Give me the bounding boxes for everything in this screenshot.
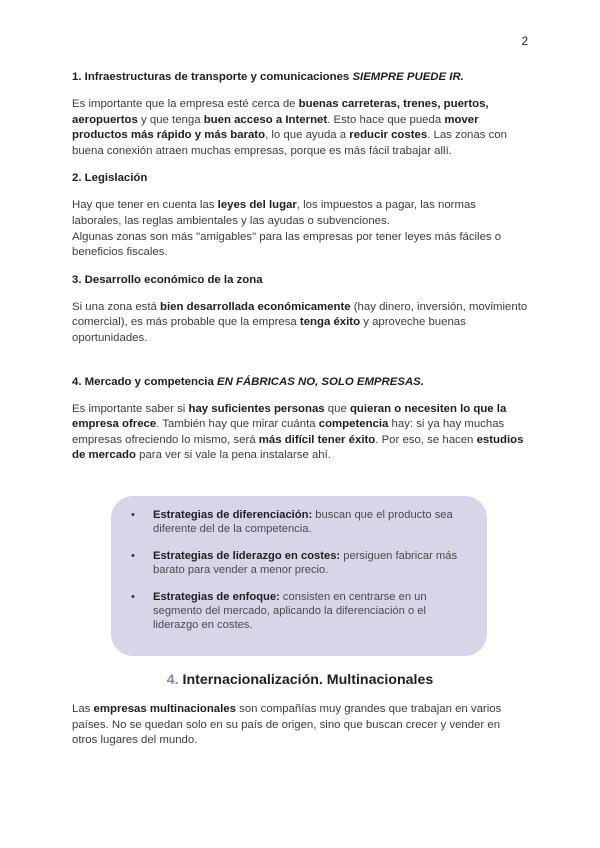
section-2-paragraph-2: Algunas zonas son más "amigables" para las empresas por tener leyes más fáciles o beneficios fiscales. bbox=[72, 230, 502, 259]
list-item: • Estrategias de enfoque: consisten en centrarse en un segmento del mercado, aplicando la diferenciación o el liderazgo en costes. bbox=[131, 591, 427, 631]
section-3-paragraph: Si una zona está bien desarrollada económicamente (hay dinero, inversión, movimiento comercial), es más probable que la empresa tenga éxito y aproveche buenas oportunidades. bbox=[72, 300, 528, 344]
section-4-paragraph: Es importante saber si hay suficientes personas que quieran o necesiten lo que la empresa ofrece. También hay que mirar cuánta competencia hay: si ya hay muchas empresas ofreciendo lo mismo, será más difícil tener éxito. Por eso, se hacen estudios de mercado para ver si vale la pena instalarse ahí. bbox=[72, 402, 524, 462]
section-1-heading: 1. Infraestructuras de transporte y comunicaciones SIEMPRE PUEDE IR. bbox=[72, 71, 464, 83]
list-item: • Estrategias de liderazgo en costes: persiguen fabricar más barato para vender a menor precio. bbox=[131, 550, 458, 576]
strategies-callout bbox=[111, 496, 487, 656]
section-3-heading: 3. Desarrollo económico de la zona bbox=[72, 273, 263, 286]
multinationals-paragraph: Las empresas multinacionales son compañías muy grandes que trabajan en varios países. No se quedan solo en su país de origen, sino que buscan crecer y vender en otros lugares del mundo. bbox=[72, 703, 502, 747]
page-number: 2 bbox=[521, 36, 528, 48]
section-4-heading: 4. Mercado y competencia EN FÁBRICAS NO, SOLO EMPRESAS. bbox=[72, 375, 424, 388]
strategies-list bbox=[131, 508, 471, 645]
list-item: • Estrategias de diferenciación: buscan que el producto sea diferente del de la competencia. bbox=[131, 509, 453, 535]
section-title-internationalization: 4. Internacionalización. Multinacionales bbox=[166, 672, 434, 688]
section-2-paragraph: Hay que tener en cuenta las leyes del lugar, los impuestos a pagar, las normas laborales, las reglas ambientales y las ayudas o subvenciones. bbox=[72, 199, 476, 227]
document-body bbox=[72, 68, 528, 464]
bullet-icon: • bbox=[131, 509, 135, 521]
bullet-icon: • bbox=[131, 591, 135, 603]
section-2-heading: 2. Legislación bbox=[72, 172, 148, 185]
section-1-paragraph: Es importante que la empresa esté cerca de buenas carreteras, trenes, puertos, aeropuertos y que tenga buen acceso a Internet. Esto hace que pueda mover productos más rápido y más barato, lo que ayuda a reducir costes. Las zonas con buena conexión atraen muchas empresas, porque es más fácil trabajar allí. bbox=[72, 98, 507, 157]
bullet-icon: • bbox=[131, 550, 135, 562]
